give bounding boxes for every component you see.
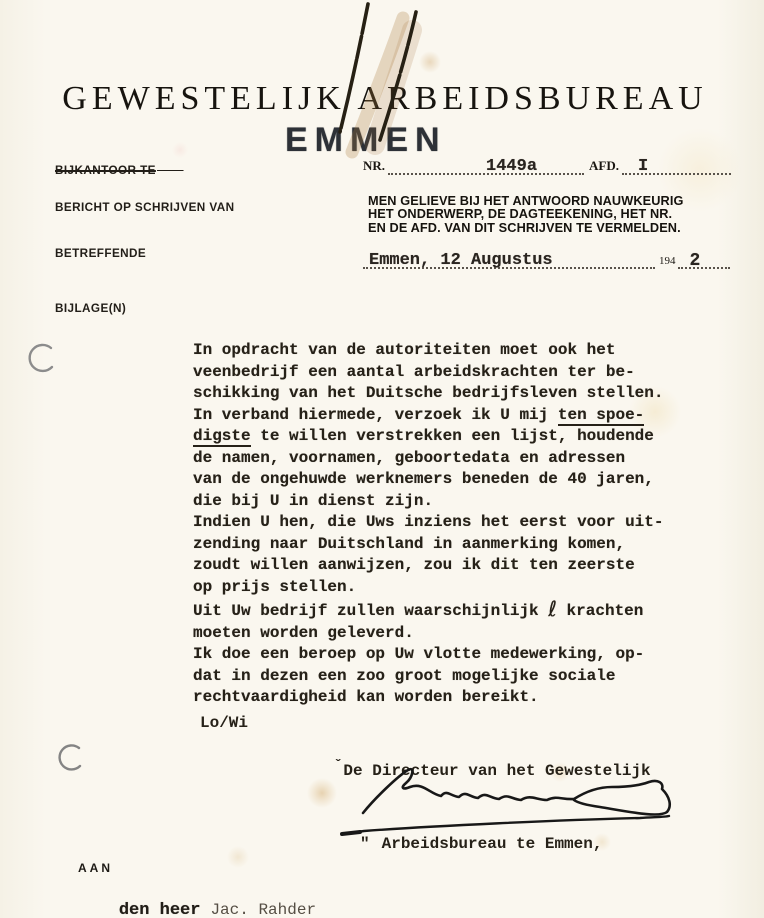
place-date-value: Emmen, 12 Augustus	[369, 251, 553, 270]
nr-field	[388, 153, 584, 175]
body-line: op prijs stellen.	[193, 577, 357, 596]
printed-year-prefix: 194	[659, 255, 676, 267]
closing-line2-text: Arbeidsbureau te Emmen,	[381, 835, 603, 853]
reference-initials: Lo/Wi	[200, 714, 249, 732]
body-line: digste te willen verstrekken een lijst, houdende	[193, 427, 654, 445]
reference-row	[363, 153, 731, 175]
year-value: 2	[689, 251, 701, 271]
label-reply-to: BERICHT OP SCHRIJVEN VAN	[55, 202, 235, 214]
date-field	[363, 247, 655, 269]
closing-block	[334, 711, 651, 904]
punch-hole-top	[30, 345, 52, 371]
body-line: die bij U in dienst zijn.	[193, 491, 434, 510]
body-line: schikking van het Duitsche bedrijfsleven stellen.	[193, 384, 664, 402]
afd-label: AFD.	[589, 158, 619, 173]
reply-notice-line2: HET ONDERWERP, DE DAGTEEKENING, HET NR.	[368, 206, 673, 222]
body-line: In verband hiermede, verzoek ik U mij ten spoe-	[193, 405, 645, 424]
body-line: veenbedrijf een aantal arbeidskrachten ter be-	[193, 362, 635, 381]
year-field	[678, 247, 730, 269]
body-line: zoudt willen aanwijzen, zou ik dit ten zeerste	[193, 556, 635, 574]
body-line: Uit Uw bedrijf zullen waarschijnlijk ℓ krachten	[193, 597, 644, 621]
reply-notice-line3: EN DE AFD. VAN DIT SCHRIJVEN TE VERMELDEN.	[368, 219, 681, 235]
addressee-aan-label: AAN	[78, 861, 113, 875]
nr-label: NR.	[363, 158, 386, 173]
body-line: moeten worden geleverd.	[193, 623, 414, 642]
strike-extension	[157, 170, 184, 171]
nr-value: 1449a	[486, 157, 538, 176]
body-line: rechtvaardigheid kan worden bereikt.	[193, 688, 539, 706]
body-line: de namen, voornamen, geboortedata en adressen	[193, 448, 626, 467]
body-line: van de ongehuwde werknemers beneden de 40 jaren,	[193, 470, 654, 488]
body-line: zending naar Duitschland in aanmerking komen,	[193, 534, 626, 553]
addressee-salutation: den heer	[118, 901, 201, 918]
label-branch-office-text: BIJKANTOOR TE	[55, 165, 156, 177]
reply-notice-line1: MEN GELIEVE BIJ HET ANTWOORD NAUWKEURIG	[368, 193, 684, 208]
letterhead-title: GEWESTELIJK ARBEIDSBUREAU	[62, 80, 708, 117]
addressee-name: Jac. Rahder	[210, 901, 317, 918]
body-line: Ik doe een beroep op Uw vlotte medewerking, op-	[193, 645, 645, 663]
body-text	[193, 340, 683, 709]
body-line: Indien U hen, die Uws inziens het eerst voor uit-	[193, 513, 664, 531]
closing-line2	[334, 832, 651, 856]
afd-field	[622, 153, 731, 175]
afd-value: I	[638, 157, 649, 176]
label-subject: BETREFFENDE	[55, 248, 147, 260]
closing-line1	[334, 759, 651, 784]
reply-notice	[368, 194, 733, 234]
label-branch-office	[55, 165, 183, 177]
closing-line1-text: De Directeur van het Gewestelijk	[343, 762, 651, 780]
addressee-row	[78, 882, 316, 918]
place-stamp: EMMEN	[285, 121, 447, 159]
pen-tick-mark: ˇ	[334, 758, 343, 774]
date-row	[363, 247, 735, 269]
body-line: dat in dezen een zoo groot mogelijke sociale	[193, 666, 616, 685]
body-line: In opdracht van de autoriteiten moet ook het	[193, 341, 616, 359]
handwritten-number: ℓ	[548, 597, 557, 621]
ditto-quote: "	[360, 835, 370, 853]
label-enclosures: BIJLAGE(N)	[55, 303, 127, 315]
punch-hole-bottom	[60, 745, 80, 769]
